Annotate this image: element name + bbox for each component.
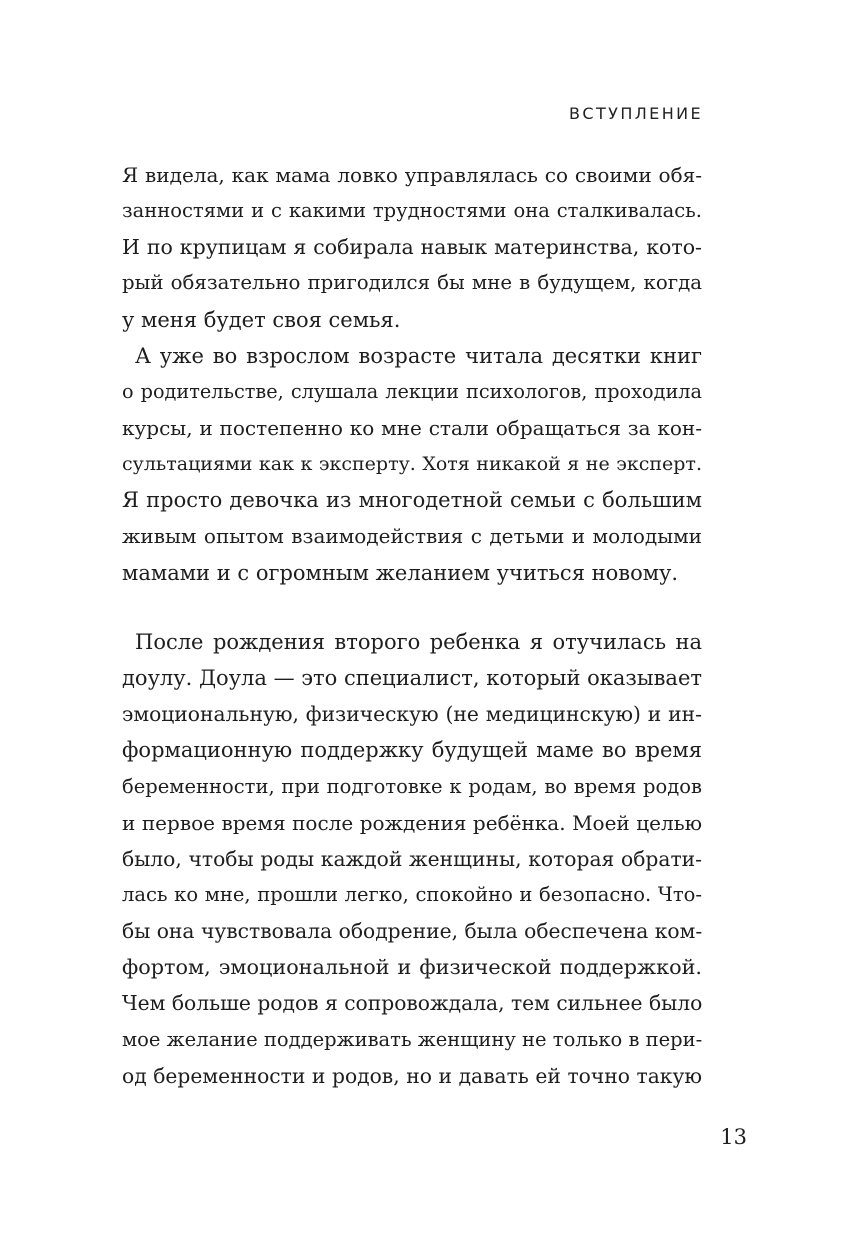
text-line: было, чтобы роды каждой женщины, которая обрати-	[122, 846, 702, 871]
text-line: Я видела, как мама ловко управлялась со своими обя-	[122, 163, 702, 187]
text-line: курсы, и постепенно ко мне стали обращаться за кон-	[122, 415, 702, 440]
paragraph	[122, 338, 702, 591]
paragraph	[122, 624, 702, 1094]
text-line: лась ко мне, прошли легко, спокойно и безопасно. Что-	[122, 882, 702, 906]
page-number: 13	[720, 1125, 747, 1149]
text-line: формационную поддержку будущей маме во время	[122, 738, 702, 763]
text-line: мое желание поддерживать женщину не только в пери-	[122, 1027, 702, 1051]
text-line: А уже во взрослом возрасте читала десятки книг	[135, 343, 702, 368]
text-line: занностями и с какими трудностями она сталкивалась.	[122, 199, 702, 223]
text-line: о родительстве, слушала лекции психологов, проходила	[122, 379, 702, 403]
paragraph	[122, 157, 702, 338]
text-line: эмоциональную, физическую (не медицинскую) и ин-	[122, 702, 702, 727]
text-line: И по крупицам я собирала навык материнства, кото-	[122, 235, 702, 260]
text-line: и первое время после рождения ребёнка. Моей целью	[122, 810, 702, 835]
text-line: бы она чувствовала ободрение, была обеспечена ком-	[122, 919, 702, 944]
text-line: од беременности и родов, но и давать ей точно такую	[122, 1063, 702, 1088]
text-line: фортом, эмоциональной и физической поддержкой.	[122, 955, 702, 980]
text-line: живым опытом взаимодействия с детьми и молодыми	[122, 524, 702, 549]
text-block-bottom	[122, 624, 702, 1094]
text-line: сультациями как к эксперту. Хотя никакой я не эксперт.	[122, 453, 702, 476]
text-line: мамами и с огромным желанием учиться новому.	[122, 560, 679, 585]
running-header-title: ВСТУПЛЕНИЕ	[569, 104, 703, 123]
text-line: у меня будет своя семья.	[122, 307, 401, 332]
text-line: Я просто девочка из многодетной семьи с большим	[122, 488, 702, 513]
text-line: Чем больше родов я сопровождала, тем сильнее было	[122, 991, 702, 1016]
text-line: беременности, при подготовке к родам, во время родов	[122, 774, 702, 798]
text-line: После рождения второго ребенка я отучилась на	[135, 630, 702, 654]
text-line: доулу. Доула — это специалист, который оказывает	[122, 666, 702, 691]
text-line: рый обязательно пригодился бы мне в будущем, когда	[122, 271, 702, 295]
text-block-top	[122, 157, 702, 591]
